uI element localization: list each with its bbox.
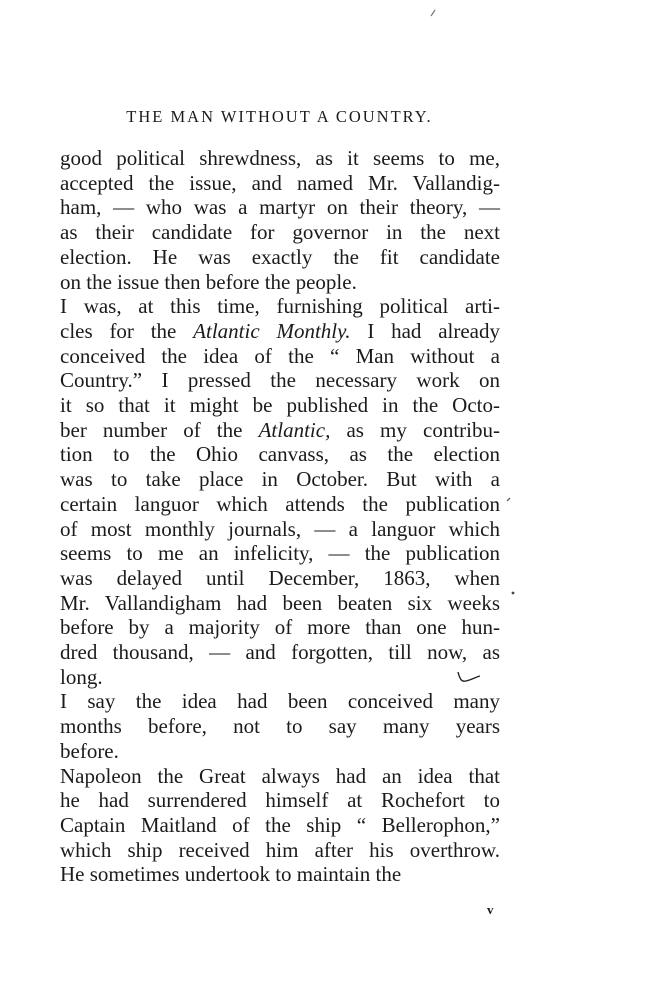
text-run: before by a majority of more than one hun- xyxy=(60,615,500,640)
body-text xyxy=(60,146,500,887)
text-run: he had surrendered himself at Rochefort to xyxy=(60,788,500,813)
text-line xyxy=(60,146,500,171)
text-run: long. xyxy=(60,664,103,689)
text-line xyxy=(60,195,500,220)
text-line xyxy=(60,739,500,764)
text-run: I had already xyxy=(350,318,501,343)
text-line xyxy=(60,591,500,616)
text-run: cles for the xyxy=(60,318,194,343)
paragraph xyxy=(60,146,500,294)
margin-tick-mark xyxy=(429,8,437,18)
text-line xyxy=(60,294,500,319)
margin-dot-mark xyxy=(510,590,516,596)
text-run: He sometimes undertook to maintain the xyxy=(60,862,402,887)
text-line xyxy=(60,566,500,591)
italic-title: Atlantic Monthly. xyxy=(193,318,351,343)
text-line xyxy=(60,492,500,517)
handwritten-check-mark xyxy=(456,670,482,684)
text-run: election. He was exactly the fit candidate xyxy=(60,244,500,269)
text-run: which ship received him after his overthrow. xyxy=(60,837,500,862)
text-line xyxy=(60,640,500,665)
paragraph xyxy=(60,294,500,689)
running-header: THE MAN WITHOUT A COUNTRY. xyxy=(126,107,433,126)
text-line xyxy=(60,615,500,640)
text-line xyxy=(60,788,500,813)
text-run: certain languor which attends the publication xyxy=(60,491,500,516)
text-line xyxy=(60,517,500,542)
text-run: was to take place in October. But with a xyxy=(60,467,500,492)
text-line xyxy=(60,319,500,344)
text-run: seems to me an infelicity, — the publication xyxy=(60,541,500,566)
text-line xyxy=(60,393,500,418)
text-line xyxy=(60,665,500,690)
text-run: Captain Maitland of the ship “ Bellerophon,” xyxy=(60,812,500,837)
text-run: I say the idea had been conceived many xyxy=(60,689,500,714)
text-run: of most monthly journals, — a languor which xyxy=(60,516,500,541)
text-run: as my contribu- xyxy=(330,417,500,442)
text-line xyxy=(60,344,500,369)
paragraph xyxy=(60,764,500,888)
text-line xyxy=(60,171,500,196)
text-line xyxy=(60,714,500,739)
text-line xyxy=(60,270,500,295)
text-run: Napoleon the Great always had an idea that xyxy=(60,763,500,788)
text-run: tion to the Ohio canvass, as the election xyxy=(60,442,500,467)
text-line xyxy=(60,689,500,714)
text-run: before. xyxy=(60,738,119,763)
text-line xyxy=(60,442,500,467)
text-line xyxy=(60,541,500,566)
text-run: ham, — who was a martyr on their theory, — xyxy=(60,195,500,220)
text-run: accepted the issue, and named Mr. Vallandig- xyxy=(60,170,500,195)
text-line xyxy=(60,862,500,887)
text-run: was delayed until December, 1863, when xyxy=(60,565,500,590)
text-run: Country.” I pressed the necessary work on xyxy=(60,368,500,393)
text-line xyxy=(60,368,500,393)
text-run: as their candidate for governor in the next xyxy=(60,220,500,245)
text-line xyxy=(60,813,500,838)
text-line xyxy=(60,467,500,492)
text-run: it so that it might be published in the Octo- xyxy=(60,393,500,418)
text-line xyxy=(60,838,500,863)
signature-mark: v xyxy=(487,902,494,917)
text-line xyxy=(60,764,500,789)
margin-tick-mark xyxy=(506,497,512,503)
paragraph xyxy=(60,689,500,763)
text-run: Mr. Vallandigham had been beaten six weeks xyxy=(60,590,500,615)
italic-title: Atlantic, xyxy=(258,417,331,442)
text-run: months before, not to say many years xyxy=(60,714,500,739)
text-run: on the issue then before the people. xyxy=(60,269,357,294)
text-line xyxy=(60,245,500,270)
text-line xyxy=(60,418,500,443)
text-run: good political shrewdness, as it seems to me, xyxy=(60,146,500,170)
text-run: conceived the idea of the “ Man without a xyxy=(60,343,500,368)
text-run: ber number of the xyxy=(60,417,259,442)
text-run: dred thousand, — and forgotten, till now, as xyxy=(60,640,500,665)
text-line xyxy=(60,220,500,245)
text-run: I was, at this time, furnishing political arti- xyxy=(60,294,500,319)
